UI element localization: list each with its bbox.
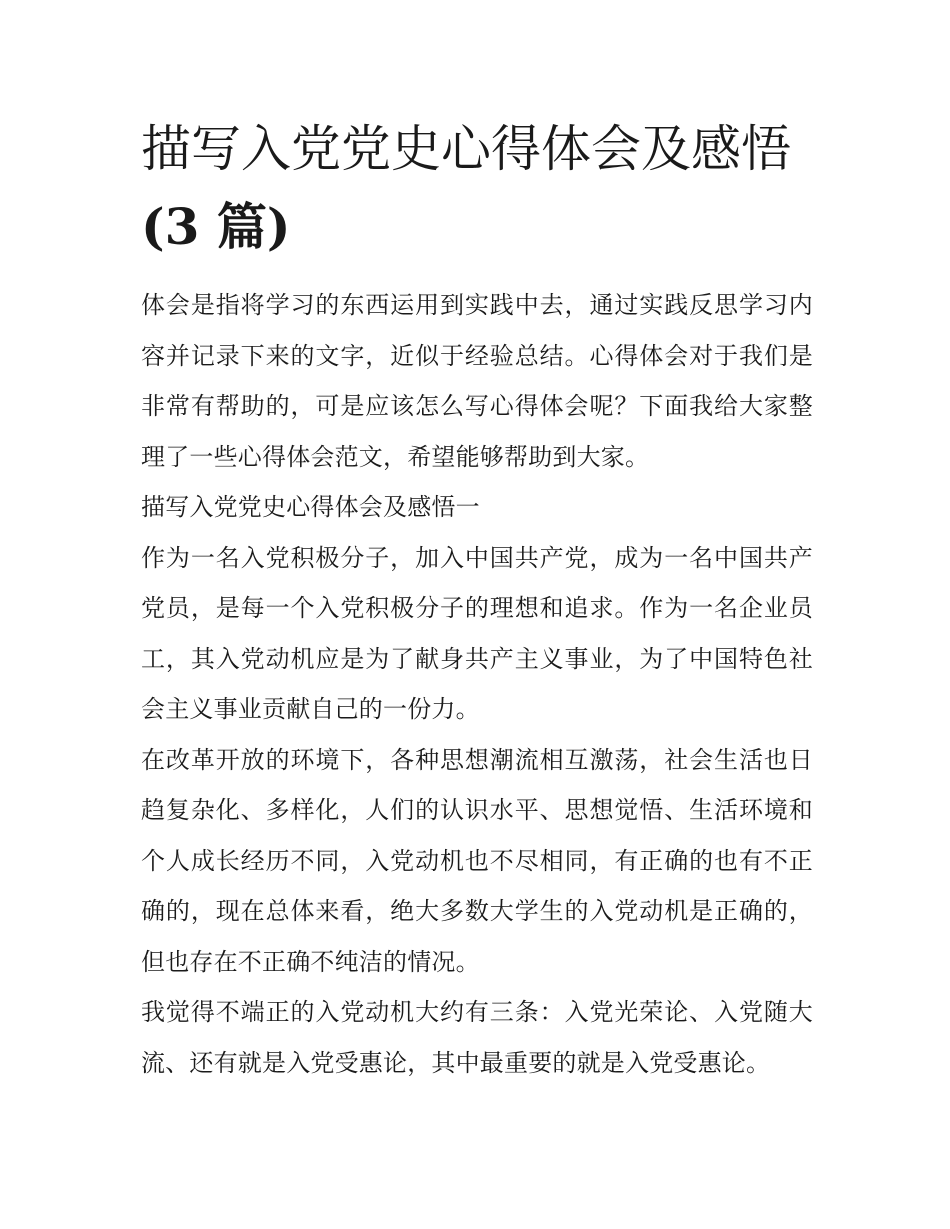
section-heading: 描写入党党史心得体会及感悟一: [141, 493, 480, 521]
body-paragraph: 在改革开放的环境下，各种思想潮流相互激荡，社会生活也日趋复杂化、多样化，人们的认识水平、思想觉悟、生活环境和个人成长经历不同，入党动机也不尽相同，有正确的也有不正确的，现在总体来看，绝大多数大学生的入党动机是正确的，但也存在不正确不纯洁的情况。: [141, 745, 813, 976]
intro-paragraph: 体会是指将学习的东西运用到实践中去，通过实践反思学习内容并记录下来的文字，近似于经验总结。心得体会对于我们是非常有帮助的，可是应该怎么写心得体会呢？下面我给大家整理了一些心得体会范文，希望能够帮助到大家。: [141, 291, 813, 471]
document-page: [141, 110, 813, 1088]
body-paragraph: 作为一名入党积极分子，加入中国共产党，成为一名中国共产党员，是每一个入党积极分子的理想和追求。作为一名企业员工，其入党动机应是为了献身共产主义事业，为了中国特色社会主义事业贡献自己的一份力。: [141, 543, 813, 723]
title-line-2: (3 篇): [141, 197, 291, 256]
body-paragraph: 我觉得不端正的入党动机大约有三条：入党光荣论、入党随大流、还有就是入党受惠论，其中最重要的就是入党受惠论。: [141, 998, 813, 1077]
document-title: [141, 110, 813, 266]
title-line-1: 描写入党党史心得体会及感悟: [141, 120, 791, 178]
